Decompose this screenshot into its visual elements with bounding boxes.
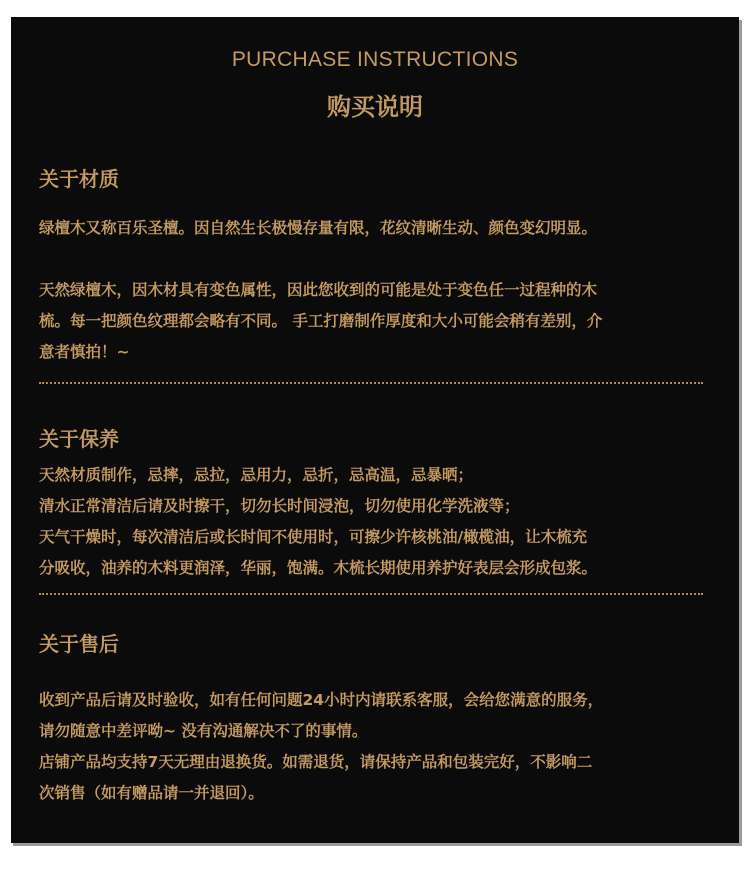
title-english: PURCHASE INSTRUCTIONS bbox=[231, 48, 519, 71]
care-line: 天气干燥时，每次清洁后或长时间不使用时，可擦少许核桃油/橄榄油，让木梳充 bbox=[39, 528, 588, 546]
care-heading: 关于保养 bbox=[39, 427, 119, 451]
aftersales-line: 次销售（如有赠品请一并退回）。 bbox=[39, 784, 264, 802]
material-para1-line: 绿檀木又称百乐圣檀。因自然生长极慢存量有限，花纹清晰生动、颜色变幻明显。 bbox=[39, 219, 598, 237]
care-paragraph bbox=[39, 460, 729, 584]
material-para2-line: 天然绿檀木，因木材具有变色属性，因此您收到的可能是处于变色任一过程种的木 bbox=[39, 281, 598, 299]
care-line: 分吸收，油养的木料更润泽，华丽，饱满。木梳长期使用养护好表层会形成包浆。 bbox=[39, 559, 598, 577]
aftersales-line: 店铺产品均支持7天无理由退换货。如需退货，请保持产品和包装完好，不影响二 bbox=[39, 753, 593, 771]
purchase-instructions-panel bbox=[11, 17, 739, 843]
material-heading: 关于材质 bbox=[39, 167, 119, 191]
material-para2-line: 梳。每一把颜色纹理都会略有不同。 手工打磨制作厚度和大小可能会稍有差别，介 bbox=[39, 312, 603, 330]
section-divider bbox=[39, 382, 703, 384]
aftersales-paragraph bbox=[39, 685, 729, 809]
material-para2-line: 意者慎拍！~ bbox=[39, 343, 130, 361]
aftersales-line: 收到产品后请及时验收，如有任何问题24小时内请联系客服，会给您满意的服务， bbox=[39, 691, 604, 709]
care-line: 清水正常清洁后请及时擦干，切勿长时间浸泡，切勿使用化学洗液等； bbox=[39, 497, 520, 515]
aftersales-heading: 关于售后 bbox=[39, 632, 119, 656]
care-line: 天然材质制作，忌摔，忌拉，忌用力，忌折，忌高温，忌暴晒； bbox=[39, 466, 474, 484]
material-paragraph-2 bbox=[39, 275, 729, 368]
section-divider bbox=[39, 593, 703, 595]
material-paragraph-1 bbox=[39, 213, 729, 244]
aftersales-line: 请勿随意中差评呦~ 没有沟通解决不了的事情。 bbox=[39, 722, 368, 740]
title-chinese: 购买说明 bbox=[327, 93, 423, 121]
